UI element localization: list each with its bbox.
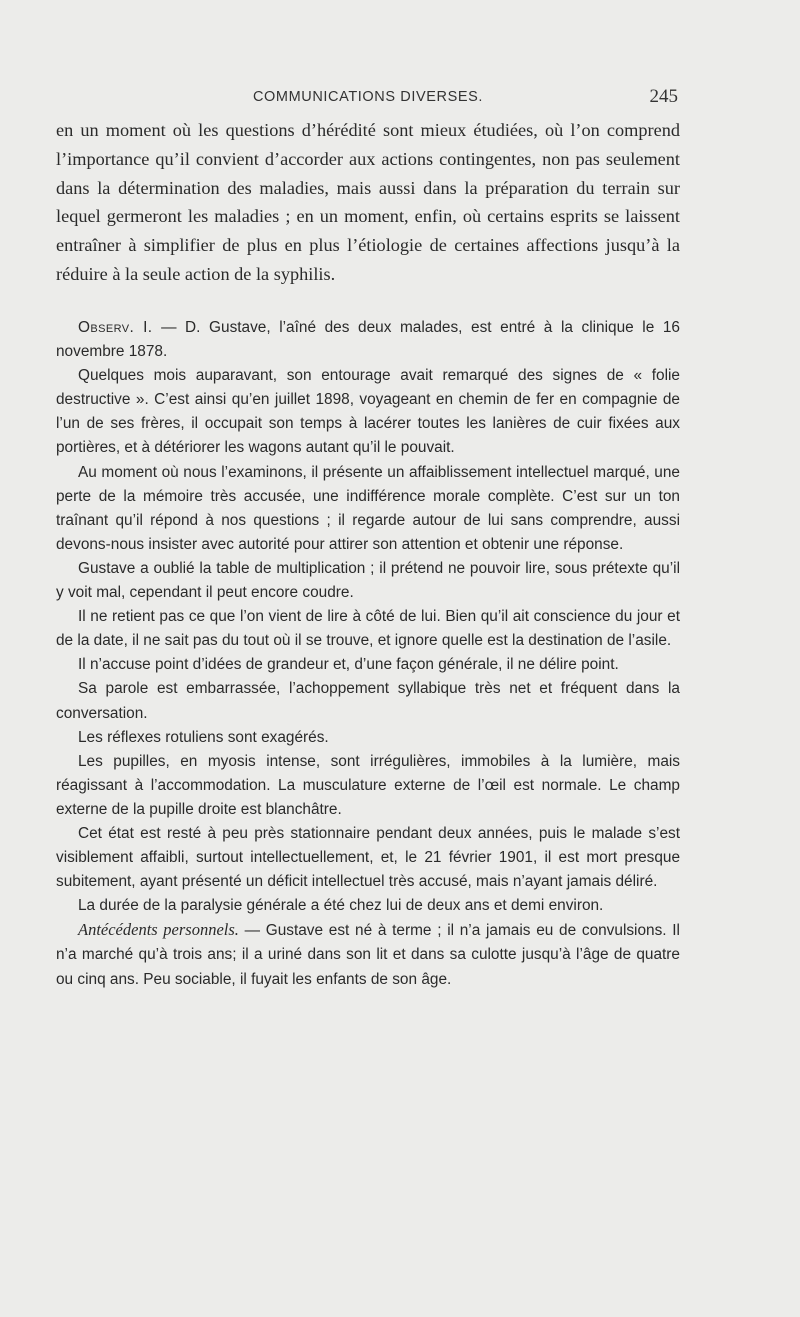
paragraph: Gustave a oublié la table de multiplication ; il prétend ne pouvoir lire, sous prétexte qu’il y voit mal, cependant il peut encore coudre.: [56, 559, 680, 602]
paragraph: Les réflexes rotuliens sont exagérés.: [78, 728, 329, 746]
observation-label: Observ. I.: [78, 319, 153, 336]
intro-text: en un moment où les questions d’hérédité sont mieux étudiées, où l’on comprend l’importance qu’il convient d’accorder aux actions contingentes, non pas seulement dans la détermination des maladies, mais aussi dans la préparation du terrain sur lequel germeront les maladies ; en un moment, enfin, où certains esprits se laissent entraîner à simplifier de plus en plus l’étiologie de certaines affections jusqu’à la réduire à la seule action de la syphilis.: [56, 120, 680, 284]
paragraph: Sa parole est embarrassée, l’achoppement syllabique très net et fréquent dans la conversation.: [56, 680, 680, 722]
paragraph: La durée de la paralysie générale a été chez lui de deux ans et demi environ.: [78, 897, 604, 915]
paragraph: Il n’accuse point d’idées de grandeur et, d’une façon générale, il ne délire point.: [78, 656, 619, 674]
paragraph: Les pupilles, en myosis intense, sont irrégulières, immobiles à la lumière, mais réagissant à l’accommodation. La musculature externe de l’œil est normale. Le champ externe de la pupille droite est blanchâtre.: [56, 752, 680, 818]
paragraph: Quelques mois auparavant, son entourage avait remarqué des signes de « folie destructive ». C’est ainsi qu’en juillet 1898, voyageant en chemin de fer en compagnie de l’un de ses frères, il occupait son temps à lacérer toutes les lanières de cuir fixées aux portières, et à détériorer les wagons autant qu’il le pouvait.: [56, 367, 680, 457]
observation-body: [56, 316, 680, 992]
paragraph: Au moment où nous l’examinons, il présente un affaiblissement intellectuel marqué, une perte de la mémoire très accusée, une indifférence morale complète. C’est sur un ton traînant qu’il répond à nos questions ; il regarde autour de lui sans comprendre, aussi devons-nous insister avec autorité pour attirer son attention et obtenir une réponse.: [56, 463, 680, 553]
observation-heading-paragraph: [56, 316, 680, 364]
observation-text: — D. Gustave, l’aîné des deux malades, est entré à la clinique le 16 novembre 1878.: [56, 319, 680, 361]
running-title: COMMUNICATIONS DIVERSES.: [252, 89, 484, 105]
running-head: [54, 86, 682, 110]
page-number: 245: [649, 86, 678, 107]
antecedents-paragraph: [56, 918, 680, 991]
antecedents-label: Antécédents personnels.: [78, 920, 239, 940]
antecedents-text: — Gustave est né à terme ; il n’a jamais eu de convulsions. Il n’a marché qu’à trois ans; il a uriné dans son lit et dans sa culotte jusqu’à l’âge de quatre ou cinq ans. Peu sociable, il fuyait les enfants de son âge.: [56, 922, 680, 988]
paragraph: Il ne retient pas ce que l’on vient de lire à côté de lui. Bien qu’il ait conscience du jour et de la date, il ne sait pas du tout où il se trouve, et ignore quelle est la destination de l’asile.: [56, 608, 680, 650]
intro-paragraph: [56, 116, 680, 289]
paragraph: Cet état est resté à peu près stationnaire pendant deux années, puis le malade s’est visiblement affaibli, surtout intellectuellement, et, le 21 février 1901, il est mort presque subitement, ayant présenté un déficit intellectuel très accusé, mais n’ayant jamais déliré.: [56, 824, 680, 891]
